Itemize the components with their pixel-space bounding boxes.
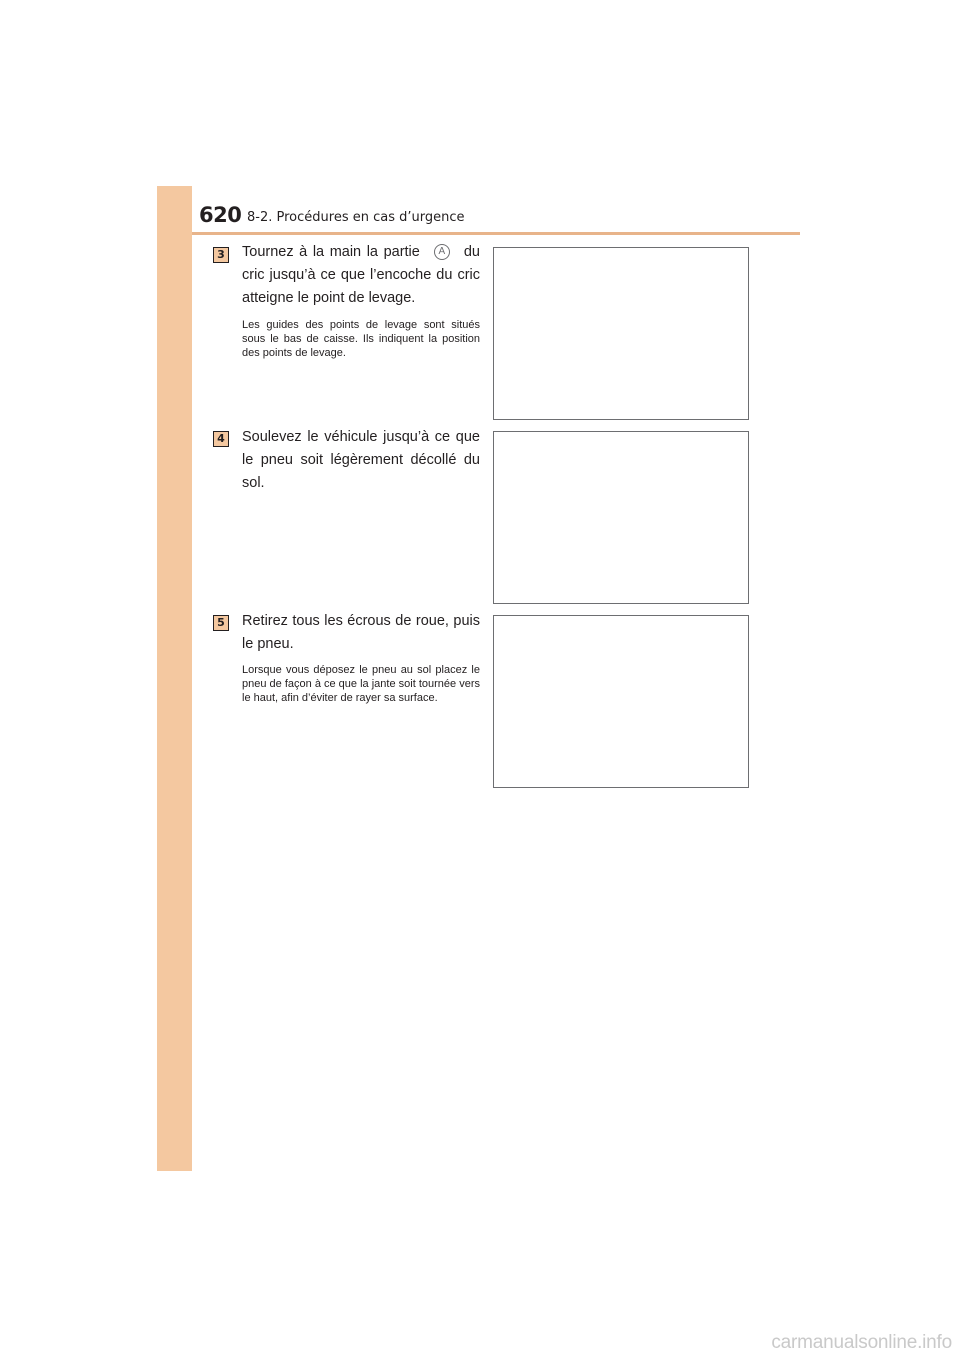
step-5-text: Retirez tous les écrous de roue, puis le pneu. [242, 613, 480, 652]
step-5-illustration [493, 615, 749, 788]
step-3-text [242, 241, 480, 310]
section-title: 8-2. Procédures en cas d’urgence [247, 210, 465, 225]
sidebar-tab [157, 186, 192, 1171]
step-number-badge: 5 [213, 615, 229, 631]
step-4-illustration [493, 431, 749, 604]
step-3-text-start: Tournez à la main la partie [242, 244, 420, 260]
step-3-illustration [493, 247, 749, 420]
step-3-note: Les guides des points de levage sont situés sous le bas de caisse. Ils indiquent la position des points de levage. [242, 319, 480, 359]
step-5-note: Lorsque vous déposez le pneu au sol placez le pneu de façon à ce que la jante soit tournée vers le haut, afin d’éviter de rayer sa surface. [242, 664, 480, 704]
callout-a-label: A [434, 244, 450, 260]
step-4-text: Soulevez le véhicule jusqu’à ce que le pneu soit légèrement décollé du sol. [242, 429, 480, 491]
step-number-badge: 3 [213, 247, 229, 263]
header-rule [192, 232, 800, 235]
watermark-text: carmanualsonline.info [771, 1332, 952, 1353]
step-3-text-end: du cric jusqu’à ce que l’encoche du cric atteigne le point de levage. [242, 244, 480, 306]
page-number: 620 [199, 203, 242, 227]
step-number-badge: 4 [213, 431, 229, 447]
